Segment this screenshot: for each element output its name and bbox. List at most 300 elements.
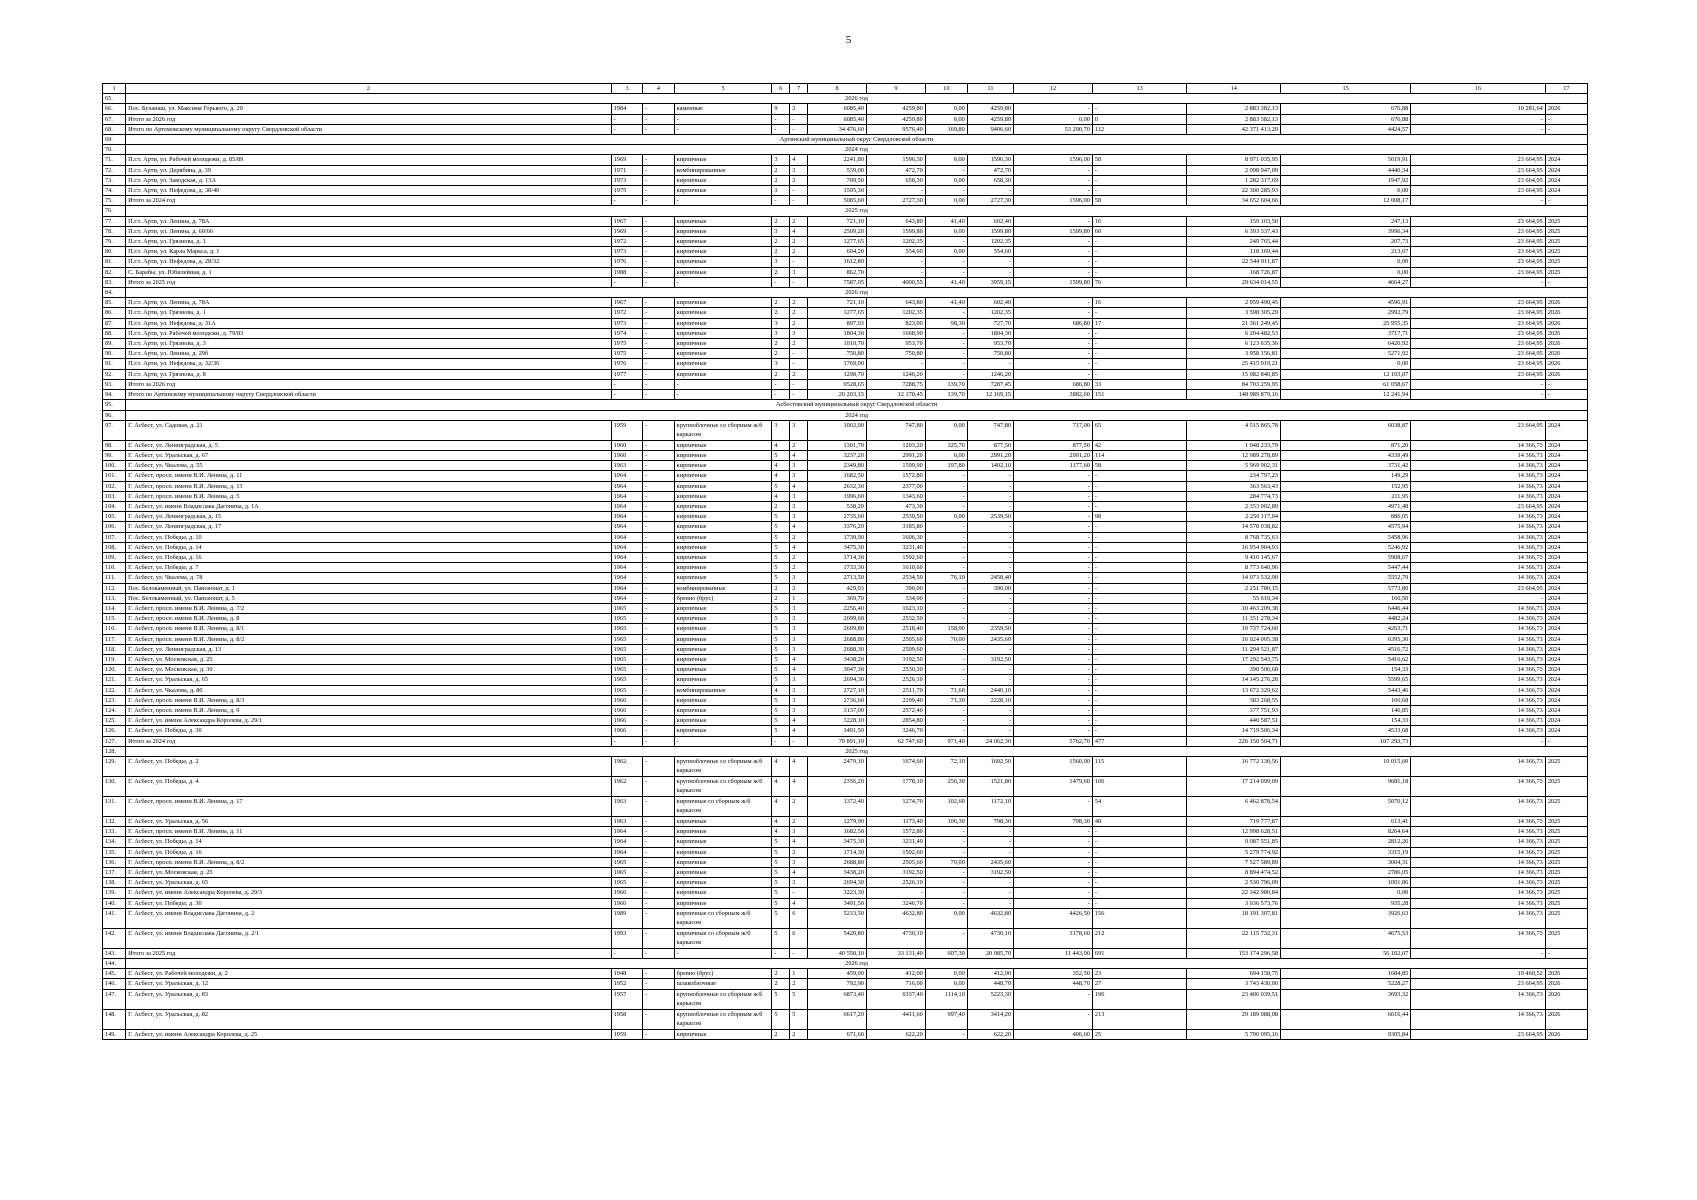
- residents-cell: -: [1092, 369, 1187, 379]
- cost-cell: 719 777,87: [1187, 817, 1281, 827]
- residents-cell: -: [1092, 339, 1187, 349]
- row-number: 87.: [103, 318, 126, 328]
- row-number: 135.: [103, 847, 126, 857]
- floors-cell: 5: [772, 695, 790, 705]
- residents-cell: 112: [1092, 124, 1187, 134]
- limit-cost-cell: 14 366,73: [1411, 440, 1546, 450]
- entrances-cell: 3: [790, 827, 808, 837]
- common-area-cell: -: [1014, 216, 1093, 226]
- residents-cell: -: [1092, 857, 1187, 867]
- table-row: [103, 736, 1588, 746]
- floors-cell: 5: [772, 726, 790, 736]
- table-row: [103, 461, 1588, 471]
- limit-cost-cell: 14 366,73: [1411, 898, 1546, 908]
- table-row: [103, 481, 1588, 491]
- year-built-cell: 1988: [611, 267, 643, 277]
- table-row: [103, 948, 1588, 958]
- year-built-cell: 1964: [611, 542, 643, 552]
- table-row: [103, 339, 1588, 349]
- common-area-cell: -: [1014, 573, 1093, 583]
- private-area-cell: 5223,30: [967, 989, 1013, 1009]
- cost-per-sqm-cell: 3926,63: [1281, 908, 1411, 928]
- cost-per-sqm-cell: 146,85: [1281, 705, 1411, 715]
- cost-cell: 9 087 551,85: [1187, 837, 1281, 847]
- total-area-cell: 3376,20: [808, 522, 867, 532]
- limit-cost-cell: 23 664,95: [1411, 1029, 1546, 1039]
- plan-year-cell: 2024: [1545, 175, 1587, 185]
- premises-area-cell: 4259,80: [866, 104, 925, 114]
- limit-cost-cell: 23 664,95: [1411, 186, 1546, 196]
- private-area-cell: 7287,45: [967, 379, 1013, 389]
- total-area-cell: 3137,00: [808, 705, 867, 715]
- common-area-cell: 1596,00: [1014, 196, 1093, 206]
- entrances-cell: 2: [790, 237, 808, 247]
- row-number: 90.: [103, 349, 126, 359]
- year-built-cell: 1965: [611, 675, 643, 685]
- wall-material-cell: кирпичные: [674, 522, 772, 532]
- entrances-cell: -: [790, 379, 808, 389]
- row-number: 84.: [103, 288, 126, 298]
- cost-per-sqm-cell: 6420,92: [1281, 339, 1411, 349]
- entrances-cell: 3: [790, 328, 808, 338]
- premises-area-cell: 3192,50: [866, 654, 925, 664]
- plan-year-cell: 2024: [1545, 563, 1587, 573]
- table-row: [103, 888, 1588, 898]
- year-commissioning-cell: -: [643, 104, 675, 114]
- year-built-cell: 1962: [611, 777, 643, 797]
- municipal-area-cell: 971,40: [925, 736, 967, 746]
- limit-cost-cell: 14 366,73: [1411, 928, 1546, 948]
- municipal-area-cell: -: [925, 726, 967, 736]
- total-area-cell: 1804,30: [808, 328, 867, 338]
- common-area-cell: 3178,60: [1014, 928, 1093, 948]
- row-number: 126.: [103, 726, 126, 736]
- plan-year-cell: 2025: [1545, 216, 1587, 226]
- private-area-cell: 1599,80: [967, 226, 1013, 236]
- entrances-cell: -: [790, 349, 808, 359]
- row-number: 131.: [103, 797, 126, 817]
- row-number: 124.: [103, 705, 126, 715]
- header-row: [103, 84, 1588, 94]
- plan-year-cell: 2026: [1545, 1029, 1587, 1039]
- common-area-cell: 1599,80: [1014, 226, 1093, 236]
- residents-cell: 65: [1092, 420, 1187, 440]
- year-commissioning-cell: -: [643, 440, 675, 450]
- table-row: [103, 563, 1588, 573]
- address-cell: П.г.т. Арти, ул. Грязнова, д. 8: [126, 369, 612, 379]
- common-area-cell: -: [1014, 1009, 1093, 1029]
- common-area-cell: -: [1014, 716, 1093, 726]
- year-commissioning-cell: -: [643, 847, 675, 857]
- entrances-cell: 2: [790, 797, 808, 817]
- address-cell: П.г.т. Арти, ул. Грязнова, д. 1: [126, 237, 612, 247]
- premises-area-cell: 2505,60: [866, 857, 925, 867]
- wall-material-cell: кирпичные: [674, 440, 772, 450]
- limit-cost-cell: 23 664,95: [1411, 318, 1546, 328]
- private-area-cell: 622,20: [967, 1029, 1013, 1039]
- entrances-cell: 4: [790, 450, 808, 460]
- year-built-cell: 1964: [611, 481, 643, 491]
- cost-cell: 11 294 521,87: [1187, 644, 1281, 654]
- cost-per-sqm-cell: 935,28: [1281, 898, 1411, 908]
- cost-per-sqm-cell: 886,05: [1281, 512, 1411, 522]
- private-area-cell: 448,70: [967, 979, 1013, 989]
- limit-cost-cell: 23 664,95: [1411, 216, 1546, 226]
- wall-material-cell: кирпичные: [674, 298, 772, 308]
- private-area-cell: 1521,80: [967, 777, 1013, 797]
- table-row: [103, 542, 1588, 552]
- year-commissioning-cell: -: [643, 532, 675, 542]
- private-area-cell: -: [967, 501, 1013, 511]
- table-row: [103, 532, 1588, 542]
- cost-cell: 15 082 840,85: [1187, 369, 1281, 379]
- municipal-area-cell: -: [925, 369, 967, 379]
- year-commissioning-cell: -: [643, 685, 675, 695]
- row-number: 109.: [103, 552, 126, 562]
- year-built-cell: 1964: [611, 552, 643, 562]
- plan-year-cell: 2024: [1545, 654, 1587, 664]
- municipal-area-cell: -: [925, 593, 967, 603]
- plan-year-cell: 2024: [1545, 573, 1587, 583]
- entrances-cell: 2: [790, 339, 808, 349]
- floors-cell: 5: [772, 878, 790, 888]
- year-commissioning-cell: -: [643, 654, 675, 664]
- municipal-area-cell: -: [925, 328, 967, 338]
- floors-cell: 4: [772, 471, 790, 481]
- entrances-cell: -: [790, 390, 808, 400]
- common-area-cell: -: [1014, 257, 1093, 267]
- year-commissioning-cell: -: [643, 827, 675, 837]
- total-area-cell: 1714,30: [808, 552, 867, 562]
- row-number: 76.: [103, 206, 126, 216]
- premises-area-cell: 2511,70: [866, 685, 925, 695]
- residents-cell: -: [1092, 563, 1187, 573]
- limit-cost-cell: 14 366,73: [1411, 665, 1546, 675]
- address-cell: Г. Асбест, ул. имени Владислава Дагонина, д. 2/1: [126, 928, 612, 948]
- entrances-cell: -: [790, 736, 808, 746]
- limit-cost-cell: 14 366,73: [1411, 777, 1546, 797]
- year-built-cell: 1958: [611, 1009, 643, 1029]
- floors-cell: 5: [772, 481, 790, 491]
- entrances-cell: 2: [790, 817, 808, 827]
- cost-per-sqm-cell: 149,29: [1281, 471, 1411, 481]
- municipal-area-cell: -: [925, 481, 967, 491]
- plan-year-cell: 2025: [1545, 827, 1587, 837]
- year-commissioning-cell: -: [643, 165, 675, 175]
- limit-cost-cell: -: [1411, 114, 1546, 124]
- table-row: [103, 665, 1588, 675]
- total-area-cell: 1769,00: [808, 359, 867, 369]
- cost-per-sqm-cell: 10 015,60: [1281, 757, 1411, 777]
- section-heading: 2024 год: [126, 145, 1588, 155]
- address-cell: Г. Асбест, ул. Ленинградская, д. 15: [126, 512, 612, 522]
- year-commissioning-cell: -: [643, 247, 675, 257]
- year-built-cell: 1984: [611, 104, 643, 114]
- cost-per-sqm-cell: 5619,91: [1281, 155, 1411, 165]
- plan-year-cell: 2025: [1545, 257, 1587, 267]
- table-row: [103, 318, 1588, 328]
- private-area-cell: 1804,30: [967, 328, 1013, 338]
- floors-cell: -: [772, 948, 790, 958]
- private-area-cell: -: [967, 614, 1013, 624]
- table-row: [103, 979, 1588, 989]
- table-row: [103, 969, 1588, 979]
- municipal-area-cell: -: [925, 522, 967, 532]
- address-cell: Г. Асбест, ул. Ленинградская, д. 13: [126, 644, 612, 654]
- premises-area-cell: 62 747,60: [866, 736, 925, 746]
- total-area-cell: 1612,80: [808, 257, 867, 267]
- private-area-cell: 12 169,15: [967, 390, 1013, 400]
- plan-year-cell: 2024: [1545, 522, 1587, 532]
- wall-material-cell: кирпичные: [674, 634, 772, 644]
- year-built-cell: 1971: [611, 165, 643, 175]
- municipal-area-cell: -: [925, 339, 967, 349]
- table-row: [103, 491, 1588, 501]
- row-number: 125.: [103, 716, 126, 726]
- common-area-cell: 3882,60: [1014, 390, 1093, 400]
- floors-cell: 2: [772, 979, 790, 989]
- table-row: [103, 501, 1588, 511]
- municipal-area-cell: 0,00: [925, 104, 967, 114]
- common-area-cell: 2991,20: [1014, 450, 1093, 460]
- entrances-cell: 4: [790, 777, 808, 797]
- cost-per-sqm-cell: 213,07: [1281, 247, 1411, 257]
- address-cell: Г. Асбест, ул. Чкалова, д. 80: [126, 685, 612, 695]
- table-row: [103, 420, 1588, 440]
- plan-year-cell: 2026: [1545, 308, 1587, 318]
- cost-cell: 14 719 506,34: [1187, 726, 1281, 736]
- common-area-cell: -: [1014, 827, 1093, 837]
- wall-material-cell: крупноблочные со сборным ж/б каркасом: [674, 989, 772, 1009]
- floors-cell: 3: [772, 328, 790, 338]
- premises-area-cell: 1778,10: [866, 777, 925, 797]
- row-number: 91.: [103, 359, 126, 369]
- municipal-area-cell: 0,00: [925, 450, 967, 460]
- section-heading: Артинский муниципальный округ Свердловской области: [126, 135, 1588, 145]
- table-row: [103, 124, 1588, 134]
- floors-cell: 3: [772, 226, 790, 236]
- wall-material-cell: кирпичные: [674, 257, 772, 267]
- row-number: 110.: [103, 563, 126, 573]
- plan-year-cell: 2025: [1545, 817, 1587, 827]
- cost-cell: 2 883 382,13: [1187, 114, 1281, 124]
- year-commissioning-cell: -: [643, 583, 675, 593]
- private-area-cell: 1246,20: [967, 369, 1013, 379]
- year-built-cell: 1965: [611, 654, 643, 664]
- private-area-cell: 2727,30: [967, 196, 1013, 206]
- row-number: 88.: [103, 328, 126, 338]
- premises-area-cell: 2991,20: [866, 450, 925, 460]
- plan-year-cell: 2024: [1545, 481, 1587, 491]
- year-commissioning-cell: -: [643, 979, 675, 989]
- table-row: [103, 908, 1588, 928]
- entrances-cell: 1: [790, 593, 808, 603]
- year-built-cell: 1975: [611, 349, 643, 359]
- year-built-cell: 1959: [611, 1029, 643, 1039]
- common-area-cell: 686,80: [1014, 318, 1093, 328]
- common-area-cell: -: [1014, 349, 1093, 359]
- year-commissioning-cell: -: [643, 114, 675, 124]
- table-row: [103, 390, 1588, 400]
- table-row: [103, 624, 1588, 634]
- year-commissioning-cell: -: [643, 948, 675, 958]
- entrances-cell: 3: [790, 461, 808, 471]
- common-area-cell: -: [1014, 675, 1093, 685]
- floors-cell: 5: [772, 603, 790, 613]
- municipal-area-cell: -: [925, 237, 967, 247]
- private-area-cell: 953,70: [967, 339, 1013, 349]
- table-row: [103, 226, 1588, 236]
- entrances-cell: 6: [790, 928, 808, 948]
- year-commissioning-cell: -: [643, 989, 675, 1009]
- total-area-cell: 3491,50: [808, 726, 867, 736]
- entrances-cell: 2: [790, 175, 808, 185]
- row-number: 128.: [103, 746, 126, 756]
- private-area-cell: 9406,60: [967, 124, 1013, 134]
- housing-register-table: [102, 83, 1588, 1040]
- municipal-area-cell: -: [925, 837, 967, 847]
- year-commissioning-cell: -: [643, 898, 675, 908]
- private-area-cell: -: [967, 847, 1013, 857]
- cost-cell: 11 351 278,34: [1187, 614, 1281, 624]
- year-built-cell: 1964: [611, 837, 643, 847]
- cost-per-sqm-cell: 4971,48: [1281, 501, 1411, 511]
- column-number-15: 15: [1281, 84, 1411, 94]
- wall-material-cell: кирпичные: [674, 328, 772, 338]
- cost-per-sqm-cell: 25 955,35: [1281, 318, 1411, 328]
- cost-per-sqm-cell: 107 293,73: [1281, 736, 1411, 746]
- residents-cell: 98: [1092, 512, 1187, 522]
- cost-per-sqm-cell: 4440,34: [1281, 165, 1411, 175]
- wall-material-cell: кирпичные: [674, 247, 772, 257]
- private-area-cell: 4730,10: [967, 928, 1013, 948]
- entrances-cell: 4: [790, 542, 808, 552]
- entrances-cell: 6: [790, 908, 808, 928]
- total-area-cell: 1733,30: [808, 563, 867, 573]
- year-built-cell: 1965: [611, 685, 643, 695]
- limit-cost-cell: 14 366,73: [1411, 868, 1546, 878]
- plan-year-cell: 2024: [1545, 461, 1587, 471]
- residents-cell: -: [1092, 267, 1187, 277]
- table-row: [103, 450, 1588, 460]
- cost-per-sqm-cell: 613,41: [1281, 817, 1411, 827]
- premises-area-cell: 1246,20: [866, 369, 925, 379]
- private-area-cell: -: [967, 603, 1013, 613]
- cost-per-sqm-cell: 211,95: [1281, 491, 1411, 501]
- plan-year-cell: 2025: [1545, 837, 1587, 847]
- common-area-cell: 717,00: [1014, 420, 1093, 440]
- floors-cell: 5: [772, 989, 790, 1009]
- row-number: 111.: [103, 573, 126, 583]
- common-area-cell: -: [1014, 237, 1093, 247]
- total-area-cell: 3438,20: [808, 654, 867, 664]
- plan-year-cell: 2026: [1545, 328, 1587, 338]
- year-built-cell: 1965: [611, 868, 643, 878]
- common-area-cell: -: [1014, 491, 1093, 501]
- wall-material-cell: шлакоблочные: [674, 979, 772, 989]
- cost-per-sqm-cell: 2812,26: [1281, 837, 1411, 847]
- premises-area-cell: 1274,70: [866, 797, 925, 817]
- cost-cell: 8 894 474,52: [1187, 868, 1281, 878]
- floors-cell: 5: [772, 573, 790, 583]
- cost-per-sqm-cell: 6446,44: [1281, 603, 1411, 613]
- private-area-cell: 1172,10: [967, 797, 1013, 817]
- address-cell: Г. Асбест, ул. Чкалова, д. 78: [126, 573, 612, 583]
- floors-cell: 3: [772, 155, 790, 165]
- common-area-cell: -: [1014, 898, 1093, 908]
- floors-cell: 5: [772, 675, 790, 685]
- year-built-cell: 1963: [611, 817, 643, 827]
- address-cell: Итого за 2025 год: [126, 948, 612, 958]
- year-built-cell: 1965: [611, 644, 643, 654]
- wall-material-cell: кирпичные: [674, 898, 772, 908]
- residents-cell: 17: [1092, 318, 1187, 328]
- total-area-cell: 2349,80: [808, 461, 867, 471]
- common-area-cell: -: [1014, 532, 1093, 542]
- table-row: [103, 1009, 1588, 1029]
- wall-material-cell: кирпичные: [674, 491, 772, 501]
- cost-cell: 5 969 902,31: [1187, 461, 1281, 471]
- premises-area-cell: 2727,30: [866, 196, 925, 206]
- year-built-cell: 1974: [611, 328, 643, 338]
- page-number: 5: [845, 34, 852, 46]
- year-commissioning-cell: -: [643, 736, 675, 746]
- address-cell: Г. Асбест, ул. Победы, д. 14: [126, 542, 612, 552]
- total-area-cell: 459,00: [808, 969, 867, 979]
- floors-cell: 5: [772, 888, 790, 898]
- limit-cost-cell: 14 366,73: [1411, 908, 1546, 928]
- address-cell: Г. Асбест, ул. Победы, д. 10: [126, 532, 612, 542]
- premises-area-cell: 1203,20: [866, 440, 925, 450]
- cost-per-sqm-cell: 4263,71: [1281, 624, 1411, 634]
- table-row: [103, 186, 1588, 196]
- cost-cell: 234 797,23: [1187, 471, 1281, 481]
- limit-cost-cell: 14 366,73: [1411, 573, 1546, 583]
- limit-cost-cell: 23 664,95: [1411, 257, 1546, 267]
- common-area-cell: -: [1014, 888, 1093, 898]
- municipal-area-cell: -: [925, 257, 967, 267]
- municipal-area-cell: -: [925, 878, 967, 888]
- address-cell: П.г.т. Арти, ул. Заводская, д. 13А: [126, 175, 612, 185]
- total-area-cell: 2479,10: [808, 757, 867, 777]
- table-row: [103, 695, 1588, 705]
- entrances-cell: 2: [790, 298, 808, 308]
- floors-cell: 2: [772, 369, 790, 379]
- limit-cost-cell: 14 366,73: [1411, 695, 1546, 705]
- cost-cell: 12 989 278,89: [1187, 450, 1281, 460]
- total-area-cell: 3223,30: [808, 888, 867, 898]
- year-commissioning-cell: -: [643, 522, 675, 532]
- row-number: 112.: [103, 583, 126, 593]
- row-number: 105.: [103, 512, 126, 522]
- entrances-cell: 2: [790, 247, 808, 257]
- year-built-cell: 1964: [611, 563, 643, 573]
- entrances-cell: 3: [790, 685, 808, 695]
- premises-area-cell: -: [866, 888, 925, 898]
- floors-cell: 4: [772, 757, 790, 777]
- limit-cost-cell: 14 366,73: [1411, 888, 1546, 898]
- floors-cell: 5: [772, 1009, 790, 1029]
- total-area-cell: 2727,10: [808, 685, 867, 695]
- row-number: 65.: [103, 94, 126, 104]
- cost-cell: 168 726,87: [1187, 267, 1281, 277]
- year-built-cell: 1969: [611, 155, 643, 165]
- wall-material-cell: кирпичные: [674, 186, 772, 196]
- cost-cell: 3 598 305,29: [1187, 308, 1281, 318]
- cost-per-sqm-cell: 5228,27: [1281, 979, 1411, 989]
- row-number: 113.: [103, 593, 126, 603]
- private-area-cell: 602,40: [967, 298, 1013, 308]
